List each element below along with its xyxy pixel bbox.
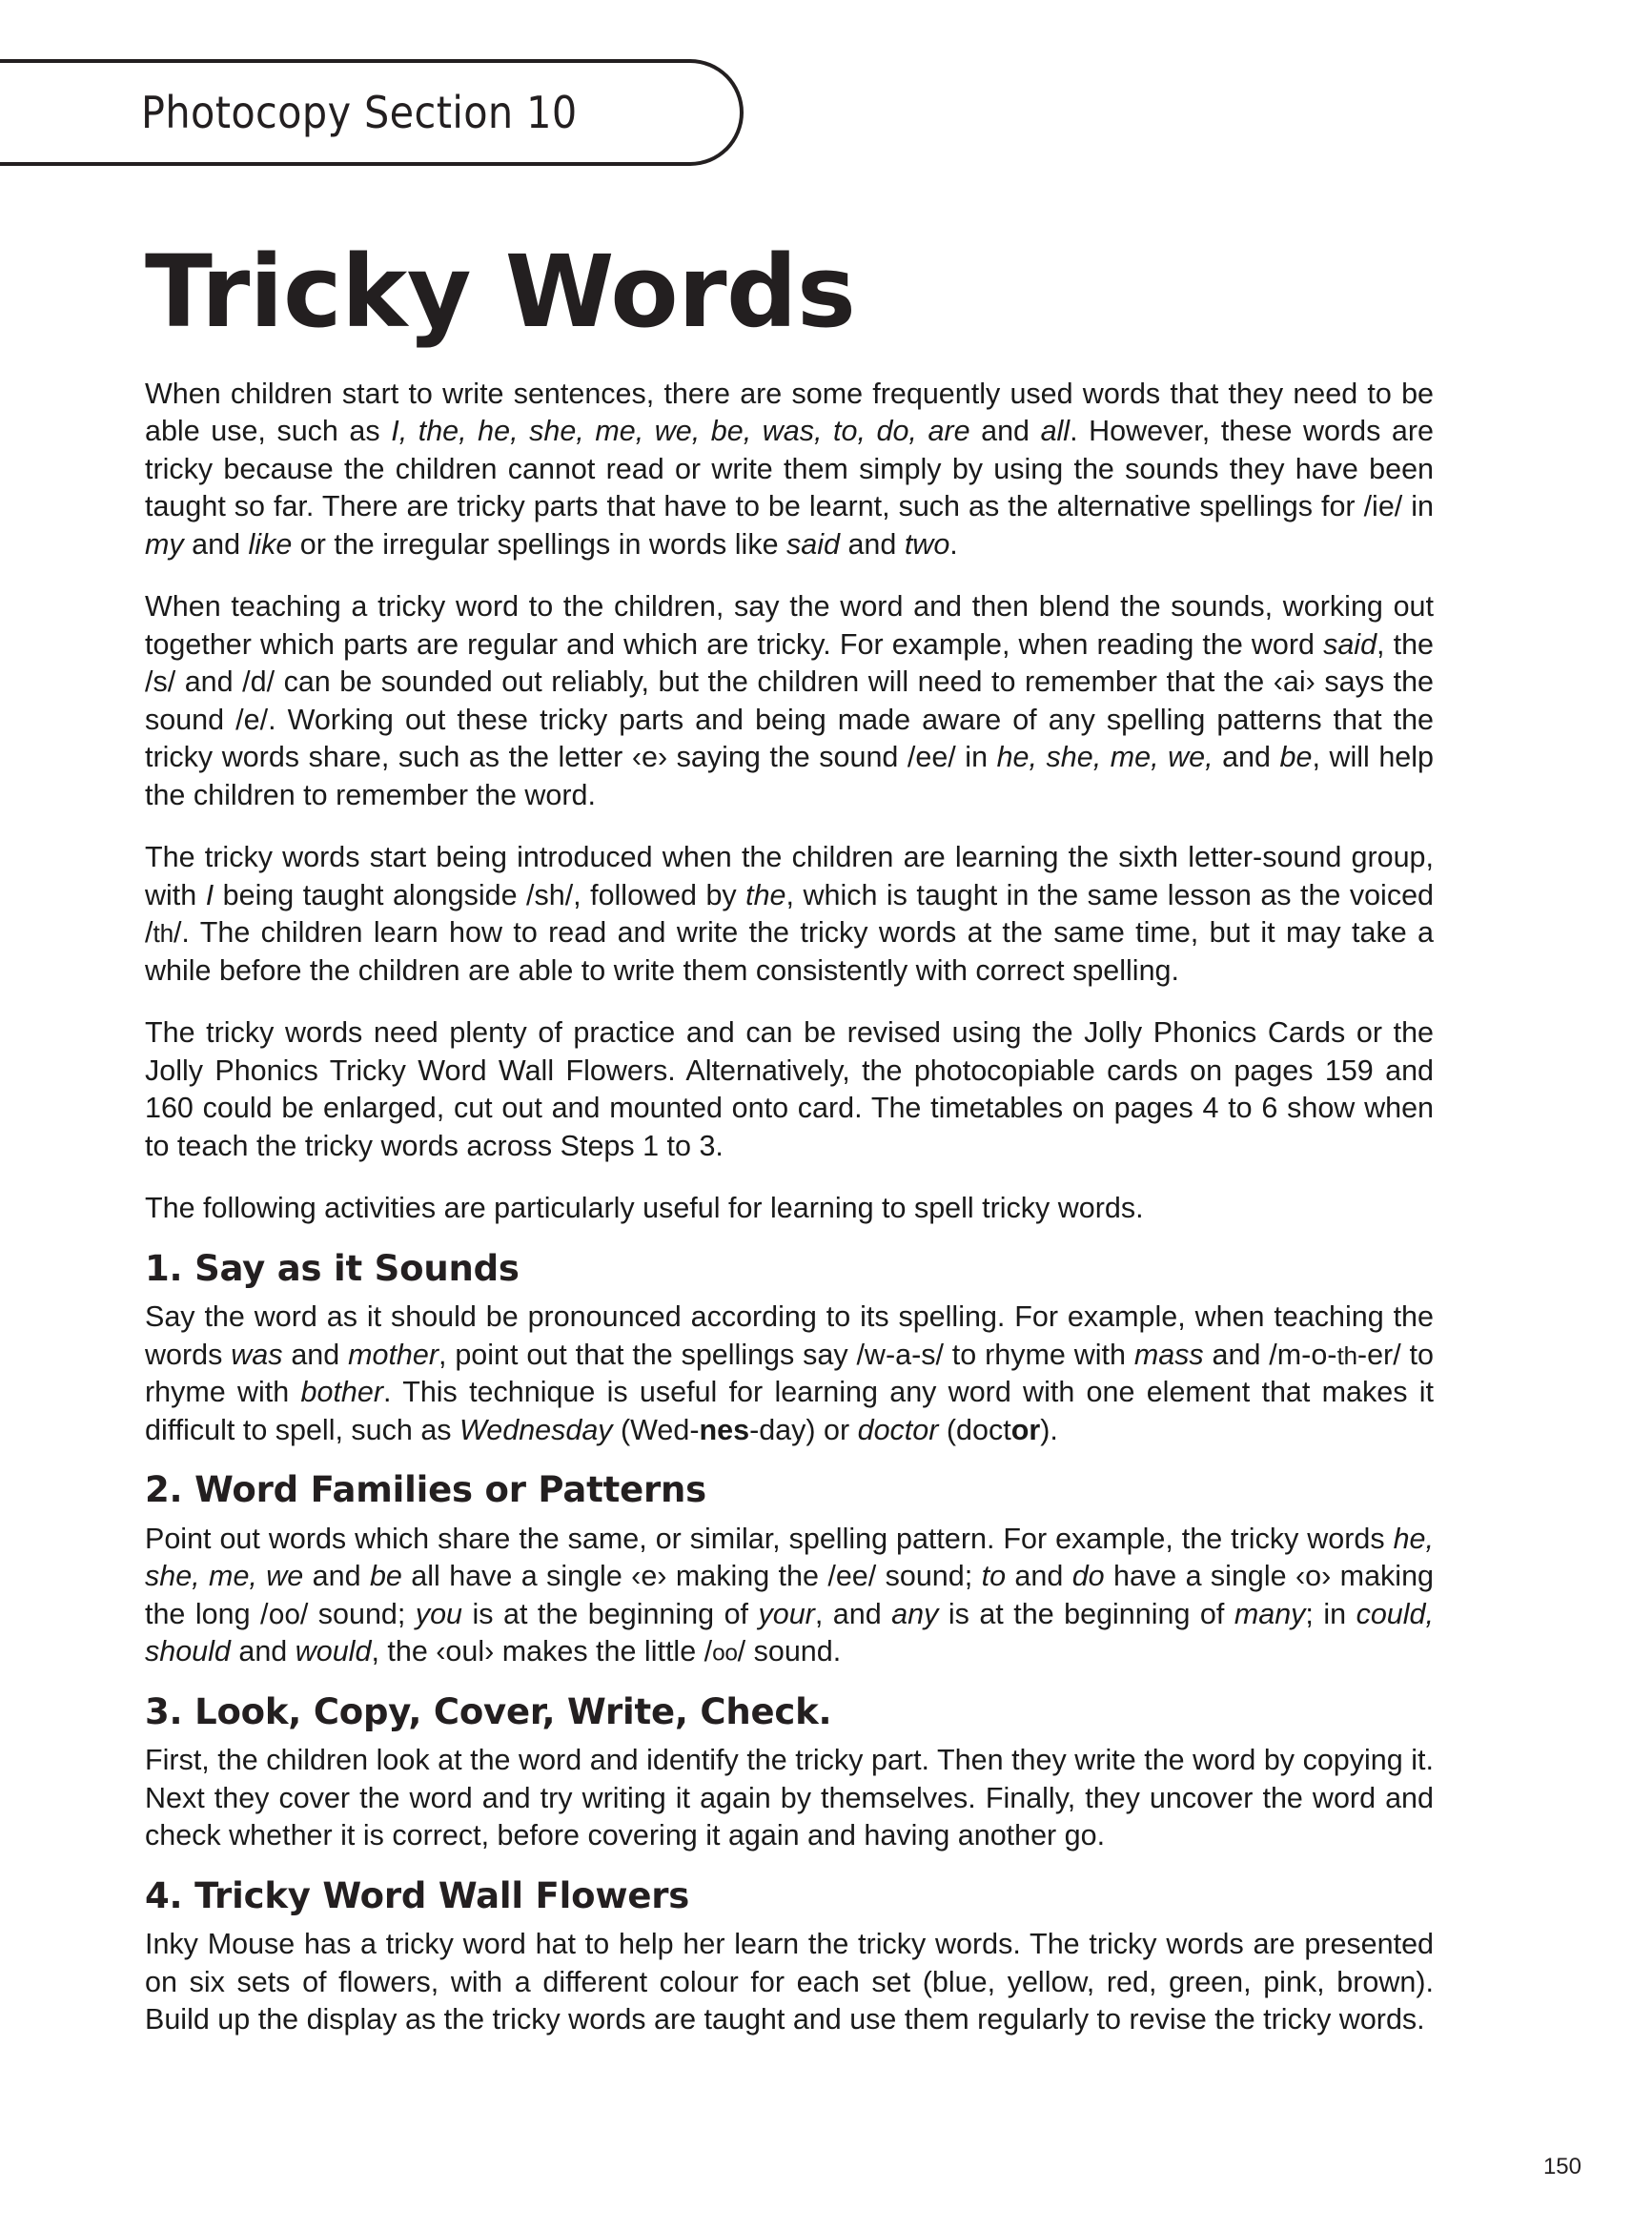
activity-body-2: Point out words which share the same, or similar, spelling pattern. For example, the tricky words he, she, me, we and be all have a single ‹e› making the /ee/ sound; to and do have a single ‹o› making the long /oo/ sound; you is at the beginning of your, and any is at the beginning of many; in could, should and would, the ‹oul› makes the little /oo/ sound. [145, 1522, 1435, 1668]
activity-body-4: Inky Mouse has a tricky word hat to help her learn the tricky words. The tricky words are presented on six sets of flowers, with a different colour for each set (blue, yellow, red, green, pink, brown). Build up the display as the tricky words are taught and use them regularly to revise the tricky words. [145, 1928, 1434, 2036]
section-tab-label: Photocopy Section 10 [141, 87, 578, 138]
activity-body-1: Say the word as it should be pronounced according to its spelling. For example, when teaching the words was and mother, point out that the spellings say /w-a-s/ to rhyme with mass and /m-o-th-er/ to rhyme with bother. This technique is useful for learning any word with one element that makes it difficult to spell, such as Wednesday (Wed-nes-day) or doctor (doctor). [145, 1300, 1434, 1446]
intro-paragraph-1: When children start to write sentences, there are some frequently used words that they need to be able use, such as I, the, he, she, me, we, be, was, to, do, are and all. However, these words are tricky because the children cannot read or write them simply by using the sounds they have been taught so far. There are tricky parts that have to be learnt, such as the alternative spellings for /ie/ in my and like or the irregular spellings in words like said and two. [145, 378, 1434, 561]
activity-heading-2: 2. Word Families or Patterns [145, 1469, 707, 1511]
page-content [145, 0, 1434, 2053]
page-title: Tricky Words [145, 234, 856, 350]
intro-paragraph-4: The tricky words need plenty of practice and can be revised using the Jolly Phonics Cards or the Jolly Phonics Tricky Word Wall Flowers. Alternatively, the photocopiable cards on pages 159 and 160 could be enlarged, cut out and mounted onto card. The timetables on pages 4 to 6 show when to teach the tricky words across Steps 1 to 3. [145, 1016, 1434, 1162]
activity-body-3: First, the children look at the word and identify the tricky part. Then they write the word by copying it. Next they cover the word and try writing it again by themselves. Finally, they uncover the word and check whether it is correct, before covering it again and having another go. [145, 1744, 1434, 1852]
intro-paragraph-2: When teaching a tricky word to the children, say the word and then blend the sounds, working out together which parts are regular and which are tricky. For example, when reading the word said, the /s/ and /d/ can be sounded out reliably, but the children will need to remember that the ‹ai› says the sound /e/. Working out these tricky parts and being made aware of any spelling patterns that the tricky words share, such as the letter ‹e› saying the sound /ee/ in he, she, me, we, and be, will help the children to remember the word. [145, 590, 1434, 811]
intro-paragraph-3: The tricky words start being introduced when the children are learning the sixth letter-sound group, with I being taught alongside /sh/, followed by the, which is taught in the same lesson as the voiced /th/. The children learn how to read and write the tricky words at the same time, but it may take a while before the children are able to write them consistently with correct spelling. [145, 841, 1434, 987]
page-number: 150 [1542, 2154, 1581, 2179]
activity-heading-3: 3. Look, Copy, Cover, Write, Check. [145, 1690, 832, 1732]
activity-heading-4: 4. Tricky Word Wall Flowers [145, 1874, 690, 1916]
activity-heading-1: 1. Say as it Sounds [145, 1247, 520, 1289]
intro-paragraph-5: The following activities are particularly useful for learning to spell tricky words. [145, 1192, 1144, 1225]
